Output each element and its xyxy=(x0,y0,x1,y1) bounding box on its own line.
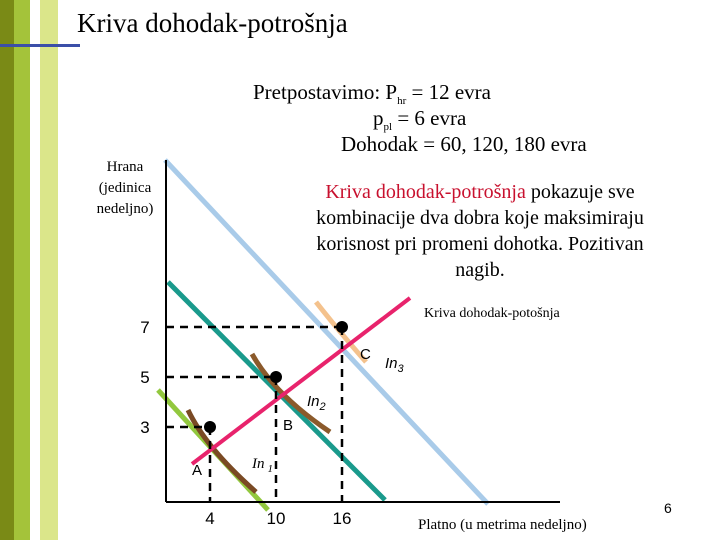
y-tick-label: 7 xyxy=(140,318,150,337)
in3-label-main: In xyxy=(385,355,398,372)
page-number: 6 xyxy=(664,500,672,516)
in3-label xyxy=(385,355,405,375)
in2-label-main: In xyxy=(307,393,320,410)
in1-label xyxy=(251,456,273,475)
x-tick-label: 4 xyxy=(205,509,215,528)
point-a xyxy=(204,421,216,433)
point-c xyxy=(336,321,348,333)
x-tick-label: 10 xyxy=(266,509,286,528)
page-title: Kriva dohodak-potrošnja xyxy=(77,8,348,38)
y-tick-label: 5 xyxy=(140,368,150,387)
budget-lines xyxy=(158,160,488,510)
in3-label-sub: 3 xyxy=(397,363,404,375)
point-label-c: C xyxy=(360,346,371,363)
point-label-a: A xyxy=(192,462,203,479)
y-axis-label-line: nedeljno) xyxy=(96,201,154,217)
y-axis-label-line: (jedinica xyxy=(98,180,152,196)
in2-label xyxy=(307,393,326,413)
y-tick-label: 3 xyxy=(140,418,150,437)
income-consumption-curve xyxy=(192,298,410,464)
assumption-price-cloth-sub: pl xyxy=(383,121,393,134)
assumption-price-food-sub: hr xyxy=(397,95,407,108)
assumption-price-food-prefix: Pretpostavimo: P xyxy=(253,80,398,104)
y-axis-label-line: Hrana xyxy=(106,159,144,175)
x-tick-label: 16 xyxy=(332,509,352,528)
curve-description-text: pokazuje sve kombinacije dva dobra koje maksimiraju korisnost pri promeni dohotka. Pozitivan nagib. xyxy=(316,181,644,281)
x-axis-label: Platno (u metrima nedeljno) xyxy=(418,517,587,533)
assumption-price-cloth-prefix: p xyxy=(373,106,384,130)
in2-label-sub: 2 xyxy=(319,401,326,413)
assumption-income: Dohodak = 60, 120, 180 evra xyxy=(341,132,587,156)
assumption-price-food-suffix: = 12 evra xyxy=(406,80,491,104)
point-b xyxy=(270,371,282,383)
point-label-b: B xyxy=(283,417,294,434)
in1-label-sub: 1 xyxy=(267,463,273,475)
in1-label-main: In xyxy=(252,456,265,472)
curve-description-highlight: Kriva dohodak-potrošnja xyxy=(325,181,526,203)
curve-label: Kriva dohodak-potošnja xyxy=(424,306,560,321)
assumption-price-cloth-suffix: = 6 evra xyxy=(392,106,467,130)
